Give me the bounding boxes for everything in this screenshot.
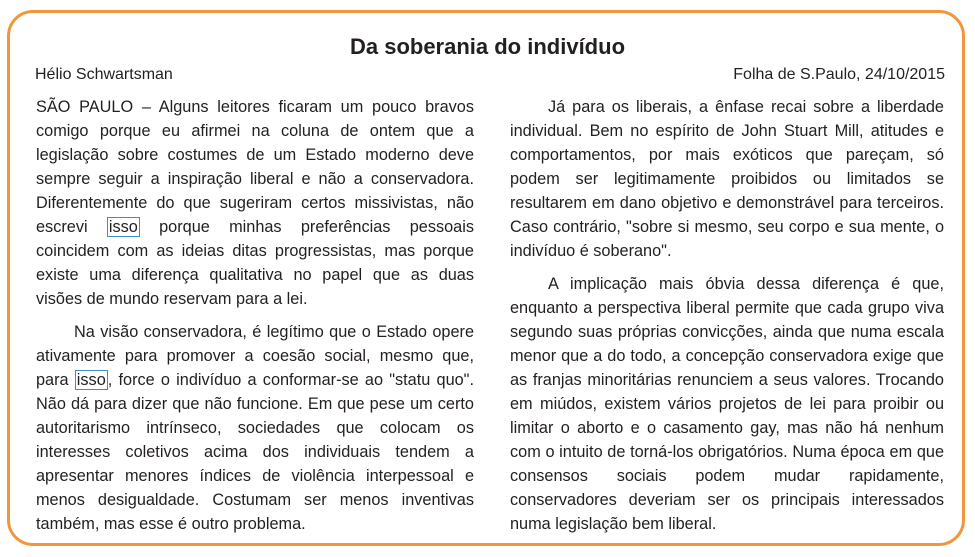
highlighted-word: isso	[108, 218, 138, 236]
text-segment: Na visão conservadora, é legítimo que o Estado opere ativamente para promover a coesão social, mesmo que, para	[36, 323, 474, 389]
right-column	[510, 95, 944, 536]
text-segment: , force o indivíduo a conformar-se ao "statu quo". Não dá para dizer que não funcione. Em que pese um certo autoritarismo intrínseco, sociedades que colocam os interesses coletivos acima dos individuais tendem a apresentar menores índices de violência interpessoal e menos desigualdade. Costumam ser menos inventivas também, mas esse é outro problema.	[36, 371, 474, 533]
paragraph	[36, 320, 474, 536]
paragraph: A implicação mais óbvia dessa diferença é que, enquanto a perspectiva liberal permite que cada grupo viva segundo suas próprias convicções, ainda que numa escala menor que a do todo, a concepção conservadora exige que as franjas minoritárias renunciem a seus valores. Trocando em miúdos, existem vários projetos de lei para proibir ou limitar o aborto e o casamento gay, mas não há nenhum com o intuito de torná-los obrigatórios. Numa época em que consensos sociais podem mudar rapidamente, conservadores deveriam ser os principais interessados numa legislação bem liberal.	[510, 275, 944, 533]
article-title: Da soberania do indivíduo	[349, 34, 626, 59]
author-name: Hélio Schwartsman	[35, 66, 173, 83]
paragraph	[36, 95, 474, 311]
text-segment: SÃO PAULO – Alguns leitores ficaram um pouco bravos comigo porque eu afirmei na coluna de ontem que a legislação sobre costumes de um Estado moderno deve sempre seguir a inspiração liberal e não a conservadora. Diferentemente do que sugeriram certos missivistas, não escrevi	[36, 98, 474, 236]
highlighted-word: isso	[76, 371, 106, 389]
left-column	[36, 95, 474, 536]
text-segment: porque minhas preferências pessoais coincidem com as ideias ditas progressistas, mas porque existe uma diferença qualitativa no papel que as duas visões de mundo reservam para a lei.	[36, 218, 474, 308]
source-citation: Folha de S.Paulo, 24/10/2015	[733, 66, 945, 83]
paragraph: Já para os liberais, a ênfase recai sobre a liberdade individual. Bem no espírito de John Stuart Mill, atitudes e comportamentos, por mais exóticos que pareçam, só podem ser legitimamente proibidos ou limitados se resultarem em dano objetivo e demonstrável para terceiros. Caso contrário, "sobre si mesmo, seu corpo e sua mente, o indivíduo é soberano".	[510, 98, 944, 260]
